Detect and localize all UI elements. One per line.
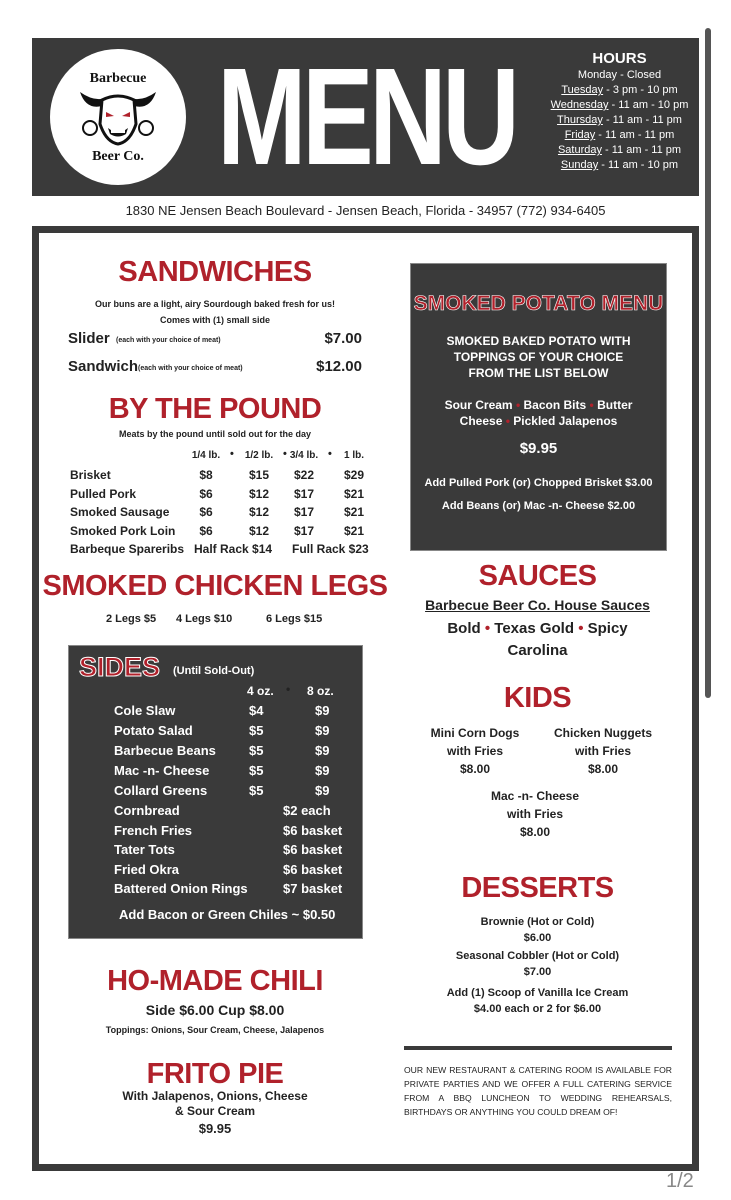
pound-row-name: Smoked Pork Loin bbox=[70, 523, 176, 538]
sauces-list bbox=[410, 620, 665, 637]
dessert-ice-cream-price: $4.00 each or 2 for $6.00 bbox=[473, 1003, 602, 1015]
dessert-brownie-price: $6.00 bbox=[523, 932, 552, 944]
hours-row bbox=[542, 128, 697, 143]
pound-header-sep: • bbox=[328, 448, 332, 460]
sandwich-price: $7.00 bbox=[324, 330, 362, 347]
hours-time: - 11 am - 10 pm bbox=[608, 99, 689, 111]
topping-bacon-bits: Bacon Bits bbox=[523, 398, 587, 412]
side-price-8oz: $9 bbox=[315, 743, 330, 758]
side-price-8oz: $9 bbox=[315, 703, 330, 718]
sides-addon: Add Bacon or Green Chiles ~ $0.50 bbox=[119, 907, 336, 922]
scrollbar[interactable] bbox=[705, 28, 711, 698]
frito-pie-line2: & Sour Cream bbox=[174, 1104, 256, 1118]
hours-time: - 11 am - 11 pm bbox=[602, 114, 682, 126]
side-price-4oz: $5 bbox=[249, 763, 264, 778]
kids-mac-price: $8.00 bbox=[519, 825, 551, 839]
pound-price: $12 bbox=[248, 486, 270, 501]
bull-icon bbox=[76, 84, 160, 148]
side-price-8oz: $9 bbox=[315, 783, 330, 798]
pound-price: $8 bbox=[199, 468, 213, 482]
by-the-pound-title: BY THE POUND bbox=[108, 393, 322, 425]
frito-pie-price: $9.95 bbox=[198, 1121, 232, 1136]
hours-time: - 3 pm - 10 pm bbox=[603, 84, 678, 96]
sandwich-price: $12.00 bbox=[316, 358, 362, 375]
sandwiches-title: SANDWICHES bbox=[118, 256, 312, 288]
kids-corn-dogs-1: Mini Corn Dogs bbox=[430, 726, 520, 740]
chicken-option: 4 Legs $10 bbox=[176, 613, 233, 625]
page-indicator: 1/2 bbox=[666, 1170, 694, 1192]
hours-row bbox=[542, 113, 697, 128]
side-name: Collard Greens bbox=[114, 783, 208, 798]
catering-note: OUR NEW RESTAURANT & CATERING ROOM IS AVAILABLE FOR PRIVATE PARTIES AND WE OFFER A FULL CATERING SERVICE FROM A BBQ LUNCHEON TO WEDDING REHEARSALS, BIRTHDAYS OR ANYTHING YOU COULD DREAM OF! bbox=[404, 1065, 672, 1117]
side-extra-price: $6 basket bbox=[283, 822, 343, 838]
side-name: Mac -n- Cheese bbox=[114, 763, 210, 778]
dessert-cobbler: Seasonal Cobbler (Hot or Cold) bbox=[455, 950, 620, 962]
kids-nuggets-price: $8.00 bbox=[587, 762, 619, 776]
desserts-title: DESSERTS bbox=[461, 872, 614, 904]
chicken-option: 2 Legs $5 bbox=[106, 613, 157, 625]
frito-pie-title: FRITO PIE bbox=[146, 1058, 284, 1090]
sides-col-4oz: 4 oz. bbox=[247, 684, 274, 698]
kids-mac-2: with Fries bbox=[506, 807, 563, 821]
sandwich-name: Slider bbox=[68, 330, 110, 347]
side-price-8oz: $9 bbox=[315, 723, 330, 738]
pound-price: $12 bbox=[248, 505, 270, 519]
pound-price: $22 bbox=[293, 468, 315, 482]
side-price-4oz: $5 bbox=[249, 723, 264, 738]
sides-box bbox=[68, 645, 363, 939]
sides-col-8oz: 8 oz. bbox=[307, 684, 334, 698]
topping-butter: Butter bbox=[597, 398, 633, 412]
side-price-4oz: $5 bbox=[249, 783, 264, 798]
dessert-brownie: Brownie (Hot or Cold) bbox=[480, 916, 595, 928]
potato-price: $9.95 bbox=[519, 440, 558, 457]
dessert-cobbler-price: $7.00 bbox=[523, 966, 552, 978]
hours-row bbox=[542, 68, 697, 83]
side-extra-price: $6 basket bbox=[283, 861, 343, 877]
pound-price: $15 bbox=[248, 468, 270, 482]
sides-note: (Until Sold-Out) bbox=[173, 665, 255, 677]
chili-title: HO-MADE CHILI bbox=[107, 965, 323, 997]
potato-toppings-2 bbox=[411, 414, 666, 428]
kids-corn-dogs-price: $8.00 bbox=[459, 762, 491, 776]
pound-header-sep: • bbox=[230, 448, 234, 460]
pound-price: $21 bbox=[343, 505, 365, 519]
potato-desc-3: FROM THE LIST BELOW bbox=[468, 366, 609, 380]
hours-row bbox=[542, 143, 697, 158]
hours-row bbox=[542, 98, 697, 113]
potato-add-sides: Add Beans (or) Mac -n- Cheese $2.00 bbox=[441, 500, 636, 512]
pound-price: $17 bbox=[293, 505, 315, 519]
pound-price: $6 bbox=[199, 505, 213, 519]
sauce-carolina: Carolina bbox=[507, 642, 568, 659]
pound-price: $12 bbox=[248, 523, 270, 538]
sauce-texas-gold: Texas Gold bbox=[494, 620, 575, 637]
sandwiches-side-note: Comes with (1) small side bbox=[159, 315, 271, 325]
kids-nuggets-2: with Fries bbox=[574, 744, 631, 758]
potato-add-meat: Add Pulled Pork (or) Chopped Brisket $3.00 bbox=[424, 477, 653, 489]
sandwich-desc: (each with your choice of meat) bbox=[138, 365, 243, 372]
pound-header: 1/4 lb. bbox=[191, 450, 221, 461]
topping-pickled-jalapenos: Pickled Jalapenos bbox=[513, 414, 618, 428]
side-extra-name: French Fries bbox=[114, 822, 193, 838]
by-the-pound-note: Meats by the pound until sold out for the day bbox=[119, 429, 311, 439]
topping-cheese: Cheese bbox=[459, 414, 503, 428]
hours-block bbox=[542, 50, 697, 173]
potato-box bbox=[410, 263, 667, 551]
hours-day: Tuesday bbox=[561, 84, 604, 96]
kids-corn-dogs-2: with Fries bbox=[446, 744, 503, 758]
sauce-sep: • bbox=[484, 620, 491, 637]
sandwiches-note: Our buns are a light, airy Sourdough baked fresh for us! bbox=[94, 299, 336, 309]
pound-price: $21 bbox=[343, 523, 365, 538]
hours-time: - 11 am - 11 pm bbox=[601, 144, 682, 156]
side-extra-price: $2 each bbox=[283, 803, 331, 818]
hours-title: HOURS bbox=[592, 50, 647, 67]
pound-header: 1/2 lb. bbox=[244, 450, 274, 461]
kids-title: KIDS bbox=[503, 682, 572, 714]
topping-sep: • bbox=[589, 398, 594, 412]
spareribs-name: Barbeque Spareribs bbox=[70, 542, 185, 556]
potato-desc-2: TOPPINGS OF YOUR CHOICE bbox=[453, 350, 624, 364]
hours-row bbox=[542, 83, 697, 98]
menu-title: MENU bbox=[217, 40, 516, 194]
hours-list bbox=[542, 68, 697, 173]
hours-time: - 11 am - 11 pm bbox=[595, 129, 675, 141]
catering-divider bbox=[404, 1046, 672, 1050]
sides-title: SIDES bbox=[79, 652, 161, 682]
frito-pie-line1: With Jalapenos, Onions, Cheese bbox=[122, 1089, 308, 1103]
side-extra-name: Tater Tots bbox=[114, 842, 175, 858]
pound-price: $29 bbox=[343, 468, 365, 482]
side-name: Cole Slaw bbox=[114, 703, 176, 718]
side-price-8oz: $9 bbox=[315, 763, 330, 778]
topping-sour-cream: Sour Cream bbox=[444, 398, 513, 412]
hours-day: Sunday bbox=[560, 159, 599, 171]
pound-header: 3/4 lb. bbox=[289, 450, 319, 461]
sandwich-desc: (each with your choice of meat) bbox=[116, 337, 221, 344]
side-extra-price: $6 basket bbox=[283, 842, 343, 858]
chicken-legs-title: SMOKED CHICKEN LEGS bbox=[42, 570, 388, 602]
chili-prices: Side $6.00 Cup $8.00 bbox=[145, 1002, 285, 1018]
pound-header-sep: • bbox=[283, 448, 287, 460]
side-extra-price: $7 basket bbox=[283, 881, 343, 897]
sandwich-name: Sandwich bbox=[68, 358, 139, 375]
topping-sep: • bbox=[515, 398, 521, 412]
address-line: 1830 NE Jensen Beach Boulevard - Jensen Beach, Florida - 34957 (772) 934-6405 bbox=[125, 203, 606, 218]
pound-price: $21 bbox=[343, 486, 365, 501]
menu-header bbox=[32, 38, 699, 196]
chili-toppings: Toppings: Onions, Sour Cream, Cheese, Jalapenos bbox=[105, 1025, 325, 1035]
hours-day: Wednesday bbox=[550, 99, 609, 111]
potato-title: SMOKED POTATO MENU bbox=[413, 292, 664, 315]
pound-price: $17 bbox=[293, 523, 315, 538]
sides-col-sep: • bbox=[286, 682, 291, 696]
kids-nuggets-1: Chicken Nuggets bbox=[553, 726, 652, 740]
side-extra-name: Cornbread bbox=[114, 803, 180, 818]
hours-row bbox=[542, 158, 697, 173]
hours-day: Saturday bbox=[557, 144, 602, 156]
sauce-bold: Bold bbox=[447, 620, 481, 637]
side-extra-name: Battered Onion Rings bbox=[114, 881, 248, 897]
potato-desc-1: SMOKED BAKED POTATO WITH bbox=[446, 334, 631, 348]
side-extra-name: Fried Okra bbox=[114, 861, 180, 877]
spareribs-half: Half Rack $14 bbox=[194, 542, 273, 556]
side-name: Potato Salad bbox=[114, 723, 193, 738]
hours-time: - 11 am - 10 pm bbox=[598, 159, 679, 171]
logo-bottom-text: Beer Co. bbox=[92, 149, 144, 164]
kids-mac-1: Mac -n- Cheese bbox=[490, 789, 580, 803]
hours-day: Friday bbox=[564, 129, 596, 141]
side-price-4oz: $4 bbox=[249, 703, 264, 718]
pound-header: 1 lb. bbox=[343, 450, 364, 461]
sauce-sep: • bbox=[578, 620, 584, 637]
spareribs-full: Full Rack $23 bbox=[292, 542, 369, 556]
topping-sep: • bbox=[505, 414, 510, 428]
pound-price: $17 bbox=[293, 486, 315, 501]
pound-row-name: Brisket bbox=[70, 468, 111, 482]
side-name: Barbecue Beans bbox=[114, 743, 216, 758]
hours-time: - Closed bbox=[617, 69, 662, 81]
sauce-spicy: Spicy bbox=[587, 620, 628, 637]
hours-day: Monday bbox=[577, 69, 618, 81]
potato-toppings-1 bbox=[411, 398, 666, 412]
pound-row-name: Smoked Sausage bbox=[70, 505, 170, 519]
pound-price: $6 bbox=[199, 523, 213, 538]
hours-day: Thursday bbox=[557, 114, 603, 126]
sauces-title: SAUCES bbox=[478, 560, 597, 592]
sauces-subtitle: Barbecue Beer Co. House Sauces bbox=[425, 597, 650, 613]
pound-price: $6 bbox=[199, 486, 213, 501]
chicken-option: 6 Legs $15 bbox=[266, 613, 323, 625]
dessert-ice-cream: Add (1) Scoop of Vanilla Ice Cream bbox=[446, 987, 629, 999]
logo-top-text: Barbecue bbox=[89, 71, 147, 86]
logo bbox=[50, 49, 186, 185]
side-price-4oz: $5 bbox=[249, 743, 264, 758]
pound-row-name: Pulled Pork bbox=[70, 486, 137, 501]
